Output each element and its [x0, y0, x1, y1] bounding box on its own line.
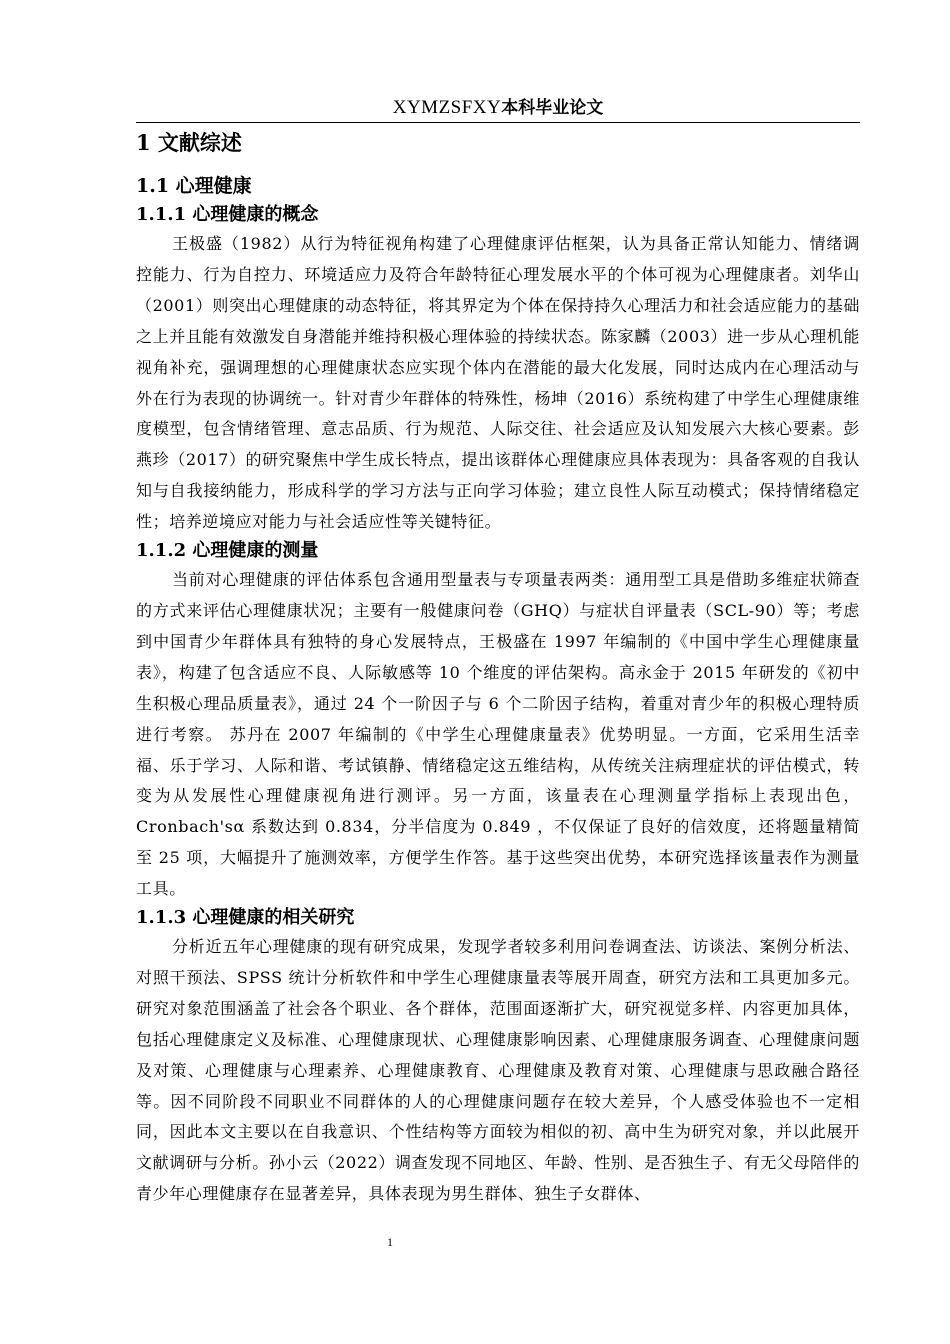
chapter-heading: 1 文献综述	[136, 130, 242, 155]
paragraph-concept: 王极盛（1982）从行为特征视角构建了心理健康评估框架，认为具备正常认知能力、情绪调控能力、行为自控力、环境适应力及符合年龄特征心理发展水平的个体可视为心理健康者。刘华山（2001）则突出心理健康的动态特征，将其界定为个体在保持持久心理活力和社会适应能力的基础之上并且能有效激发自身潜能并维持积极心理体验的持续状态。陈家麟（2003）进一步从心理机能视角补充，强调理想的心理健康状态应实现个体内在潜能的最大化发展，同时达成内在心理活动与外在行为表现的协调统一。针对青少年群体的特殊性，杨坤（2016）系统构建了中学生心理健康维度模型，包含情绪管理、意志品质、行为规范、人际交往、社会适应及认知发展六大核心要素。彭燕珍（2017）的研究聚焦中学生成长特点，提出该群体心理健康应具体表现为：具备客观的自我认知与自我接纳能力，形成科学的学习方法与正向学习体验；建立良性人际互动模式；保持情绪稳定性；培养逆境应对能力与社会适应性等关键特征。	[136, 234, 860, 532]
page-header	[136, 96, 860, 122]
page-number: 1	[387, 1235, 393, 1249]
subsection-heading-1-1-1: 1.1.1 心理健康的概念	[136, 204, 319, 225]
header-rule	[136, 122, 860, 123]
page-content	[136, 126, 860, 1210]
header-latin-text: XYMZSFXY	[392, 97, 502, 118]
subsection-heading-1-1-2: 1.1.2 心理健康的测量	[136, 540, 319, 562]
paragraph-related-research: 分析近五年心理健康的现有研究成果，发现学者较多利用问卷调查法、访谈法、案例分析法、对照干预法、SPSS 统计分析软件和中学生心理健康量表等展开周查，研究方法和工具更加多元。研究对象范围涵盖了社会各个职业、各个群体，范围面逐渐扩大，研究视觉多样、内容更加具体，包括心理健康定义及标准、心理健康现状、心理健康影响因素、心理健康服务调查、心理健康问题及对策、心理健康与心理素养、心理健康教育、心理健康及教育对策、心理健康与思政融合路径等。因不同阶段不同职业不同群体的人的心理健康问题存在较大差异，个人感受体验也不一定相同，因此本文主要以在自我意识、个性结构等方面较为相似的初、高中生为研究对象，并以此展开文献调研与分析。孙小云（2022）调查发现不同地区、年龄、性别、是否独生子、有无父母陪伴的青少年心理健康存在显著差异，具体表现为男生群体、独生子女群体、	[136, 937, 860, 1204]
paragraph-measurement: 当前对心理健康的评估体系包含通用型量表与专项量表两类：通用型工具是借助多维症状筛查的方式来评估心理健康状况；主要有一般健康问卷（GHQ）与症状自评量表（SCL-90）等；考虑到中国青少年群体具有独特的身心发展特点，王极盛在 1997 年编制的《中国中学生心理健康量表》，构建了包含适应不良、人际敏感等 10 个维度的评估架构。高永金于 2015 年研发的《初中生积极心理品质量表》，通过 24 个一阶因子与 6 个二阶因子结构，着重对青少年的积极心理特质进行考察。 苏丹在 2007 年编制的《中学生心理健康量表》优势明显。一方面，它采用生活幸福、乐于学习、人际和谐、考试镇静、情绪稳定这五维结构，从传统关注病理症状的评估模式，转变为从发展性心理健康视角进行测评。另一方面，该量表在心理测量学指标上表现出色，Cronbach'sα 系数达到 0.834，分半信度为 0.849 ，不仅保证了良好的信效度，还将题量精简至 25 项，大幅提升了施测效率，方便学生作答。基于这些突出优势，本研究选择该量表作为测量工具。	[136, 570, 860, 899]
section-heading-1-1: 1.1 心理健康	[136, 175, 252, 197]
subsection-heading-1-1-3: 1.1.3 心理健康的相关研究	[136, 907, 355, 929]
header-title: 本科毕业论文	[501, 98, 604, 118]
